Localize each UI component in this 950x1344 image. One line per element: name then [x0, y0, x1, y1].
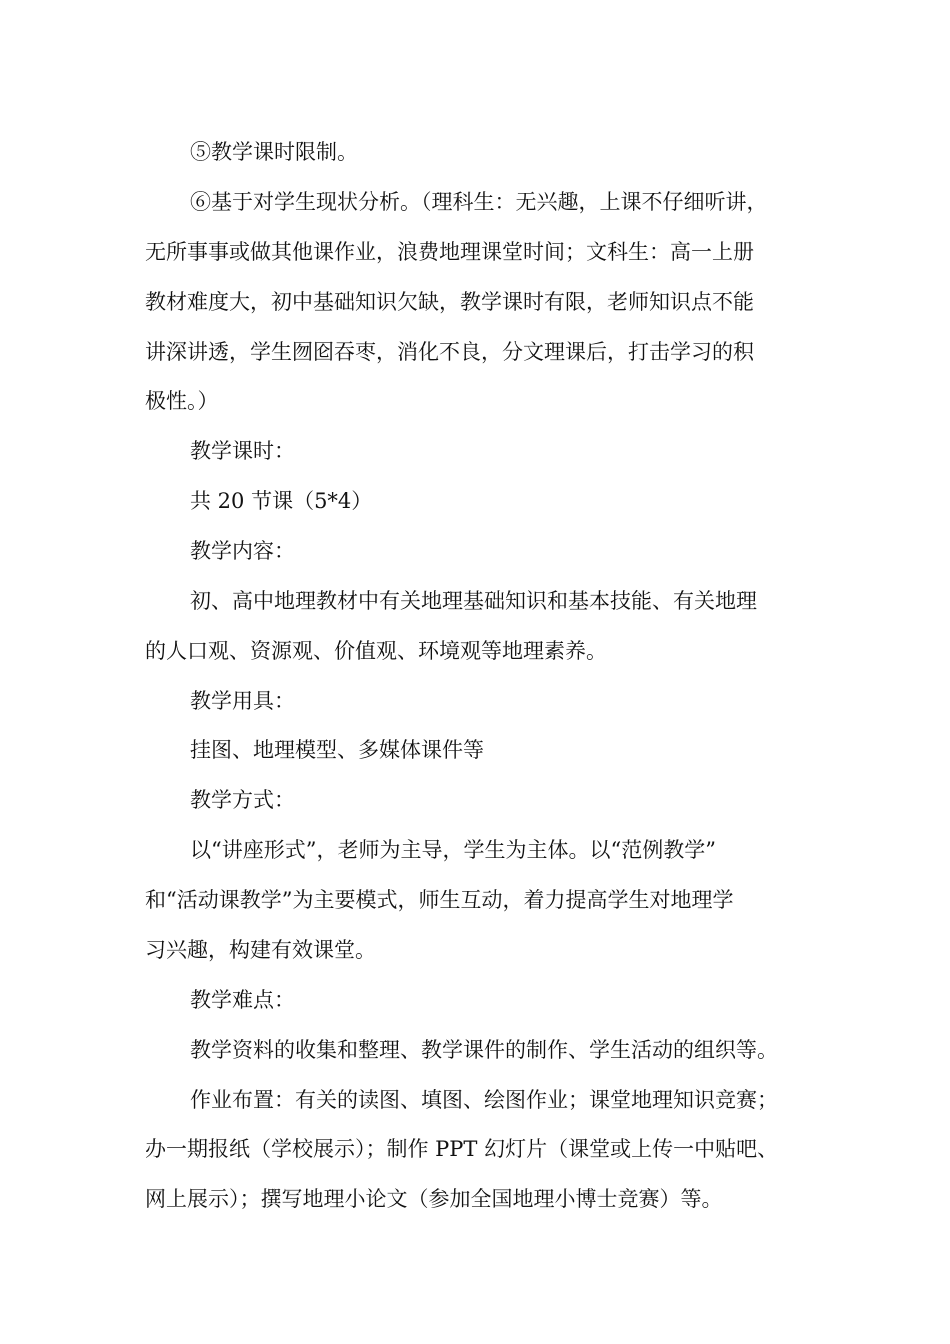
text-line: 和“活动课教学”为主要模式，师生互动，着力提高学生对地理学	[145, 888, 734, 912]
text-line: 教材难度大，初中基础知识欠缺，教学课时有限，老师知识点不能	[145, 290, 754, 314]
text-line: ⑥基于对学生现状分析。（理科生：无兴趣，上课不仔细听讲，	[190, 190, 768, 214]
text-line: 无所事事或做其他课作业，浪费地理课堂时间；文科生：高一上册	[145, 240, 754, 264]
section-heading: 教学课时：	[190, 439, 295, 463]
text-line: 作业布置：有关的读图、填图、绘图作业；课堂地理知识竞赛；	[190, 1088, 778, 1112]
text-line: 教学资料的收集和整理、教学课件的制作、学生活动的组织等。	[190, 1038, 778, 1062]
text-line: 习兴趣，构建有效课堂。	[145, 938, 376, 962]
text-line: 网上展示）；撰写地理小论文（参加全国地理小博士竞赛）等。	[145, 1187, 723, 1211]
text-line: 讲深讲透，学生囫囵吞枣，消化不良，分文理课后，打击学习的积	[145, 340, 754, 364]
section-heading: 教学方式：	[190, 788, 295, 812]
section-heading: 教学难点：	[190, 988, 295, 1012]
text-line: 的人口观、资源观、价值观、环境观等地理素养。	[145, 639, 607, 663]
text-line: 初、高中地理教材中有关地理基础知识和基本技能、有关地理	[190, 589, 757, 613]
section-heading: 教学内容：	[190, 539, 295, 563]
text-line: 挂图、地理模型、多媒体课件等	[190, 738, 484, 762]
text-line: 以“讲座形式”，老师为主导，学生为主体。以“范例教学”	[190, 838, 716, 862]
text-line: 办一期报纸（学校展示）；制作 PPT 幻灯片（课堂或上传一中贴吧、	[145, 1137, 779, 1161]
text-line: 极性。）	[145, 389, 219, 413]
text-line: 共 20 节课（5*4）	[190, 489, 373, 513]
section-heading: 教学用具：	[190, 689, 295, 713]
text-line: ⑤教学课时限制。	[190, 140, 358, 164]
